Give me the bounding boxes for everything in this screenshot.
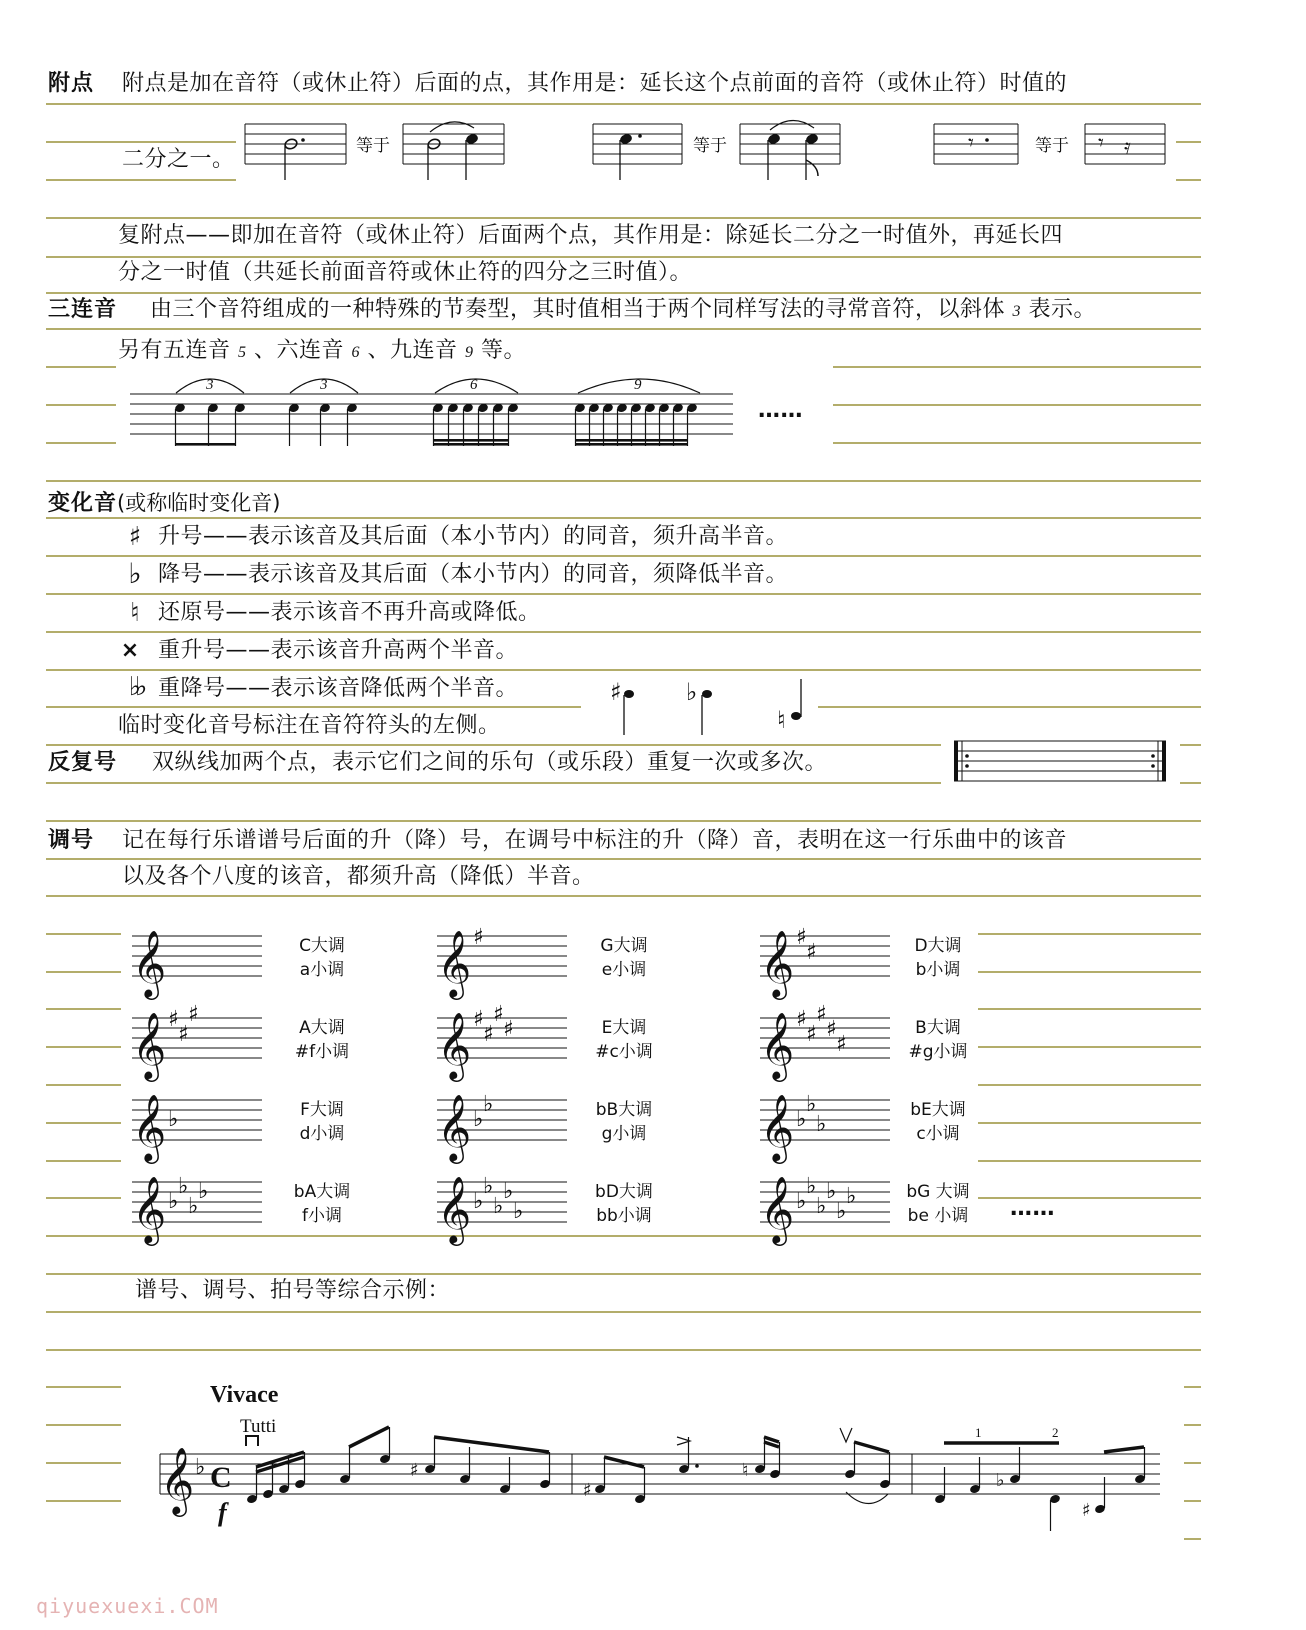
svg-text:𝄞: 𝄞 <box>760 1093 795 1161</box>
eighth-note <box>934 1467 946 1504</box>
double-dot-line2: 分之一时值（共延长前面音符或休止符的四分之三时值）。 <box>118 260 693 285</box>
svg-text:♭: ♭ <box>473 1189 484 1214</box>
key-signature-title: 调号 <box>48 828 95 853</box>
svg-text:♭: ♭ <box>816 1112 827 1137</box>
svg-text:♯: ♯ <box>188 1002 199 1027</box>
svg-text:𝄞: 𝄞 <box>132 1093 167 1161</box>
equals-label-1: 等于 <box>356 136 390 156</box>
accidental-text-double-flat: 重降号——表示该音降低两个半音。 <box>158 676 519 701</box>
key-ellipsis: …… <box>1010 1196 1055 1221</box>
accidental-text-sharp: 升号——表示该音及其后面（本小节内）的同音，须升高半音。 <box>158 524 789 549</box>
key-minor-label: b小调 <box>915 960 961 980</box>
svg-text:𝄿: 𝄿 <box>1124 135 1131 160</box>
svg-text:♭: ♭ <box>796 1107 807 1132</box>
eighth-note <box>879 1452 891 1489</box>
tuplet-label-3: 6 <box>470 377 478 393</box>
key-major-label: C大调 <box>299 936 345 956</box>
svg-text:♭: ♭ <box>796 1189 807 1214</box>
svg-text:♯: ♯ <box>503 1017 514 1042</box>
nonuplet-num: 9 <box>465 344 474 361</box>
svg-text:𝄾: 𝄾 <box>1098 131 1104 156</box>
svg-text:♭: ♭ <box>806 1174 817 1199</box>
eighth-note <box>1049 1494 1061 1531</box>
svg-text:𝄾: 𝄾 <box>968 131 974 156</box>
tuplet-ellipsis: …… <box>758 398 803 423</box>
svg-text:♯: ♯ <box>796 925 807 950</box>
watermark: qiyuexuexi.COM <box>36 1594 219 1618</box>
eighth-beam <box>349 1427 389 1447</box>
sharp-accidental: ♯ <box>1082 1500 1091 1521</box>
key-minor-label: #c小调 <box>595 1042 653 1062</box>
key-major-label: B大调 <box>915 1018 961 1038</box>
sharp-accidental: ♯ <box>583 1480 592 1501</box>
svg-text:♯: ♯ <box>796 1007 807 1032</box>
svg-text:♭: ♭ <box>806 1092 817 1117</box>
triplet-num-3: 3 <box>1012 303 1022 320</box>
triplet-desc: 由三个音符组成的一种特殊的节奏型，其时值相当于两个同样写法的寻常音符，以斜体 <box>150 297 1006 322</box>
key-major-label: E大调 <box>601 1018 647 1038</box>
key-major-label: D大调 <box>914 936 962 956</box>
eighth-note <box>1094 1477 1106 1514</box>
svg-text:♭: ♭ <box>826 1179 837 1204</box>
key-minor-label: be 小调 <box>907 1206 969 1226</box>
flat-icon: ♭ <box>128 557 142 590</box>
svg-text:♯: ♯ <box>493 1002 504 1027</box>
repeat-text: 双纵线加两个点，表示它们之间的乐句（或乐段）重复一次或多次。 <box>152 750 828 775</box>
key-major-label: bG 大调 <box>906 1182 970 1202</box>
tutti-label: Tutti <box>240 1416 277 1437</box>
eighth-note <box>844 1442 856 1479</box>
svg-text:♭: ♭ <box>513 1199 524 1224</box>
svg-text:♭: ♭ <box>503 1179 514 1204</box>
accidental-text-double-sharp: 重升号——表示该音升高两个半音。 <box>158 638 519 663</box>
double-sharp-icon: × <box>120 638 140 663</box>
svg-text:𝄞: 𝄞 <box>132 1011 167 1079</box>
triplet-desc-end: 表示。 <box>1028 297 1097 322</box>
double-dot-line1: 复附点——即加在音符（或休止符）后面两个点，其作用是：除延长二分之一时值外，再延长四 <box>118 223 1064 248</box>
eighth-note <box>424 1437 436 1474</box>
eighth-beam <box>854 1442 889 1452</box>
tuplet-label-2: 3 <box>320 377 328 393</box>
key-major-label: A大调 <box>299 1018 345 1038</box>
svg-text:♭: ♭ <box>686 678 698 706</box>
eighth-note <box>459 1447 471 1484</box>
nonuplet-label: 、九连音 <box>367 338 458 363</box>
tuplet-label-1: 3 <box>206 377 214 393</box>
key-major-label: bB大调 <box>595 1100 653 1120</box>
svg-text:𝄞: 𝄞 <box>132 929 167 997</box>
svg-text:♭: ♭ <box>198 1179 209 1204</box>
key-signature-text-line1: 记在每行乐谱谱号后面的升（降）号，在调号中标注的升（降）音，表明在这一行乐曲中的该音 <box>122 828 1068 853</box>
key-minor-label: #g小调 <box>908 1042 968 1062</box>
accidental-placement-note: 临时变化音号标注在音符符头的左侧。 <box>118 713 501 738</box>
key-minor-label: c小调 <box>916 1124 960 1144</box>
eighth-note <box>969 1457 981 1494</box>
key-minor-label: f小调 <box>302 1206 342 1226</box>
svg-text:♭: ♭ <box>816 1194 827 1219</box>
svg-text:♯: ♯ <box>610 678 622 706</box>
key-minor-label: bb小调 <box>596 1206 652 1226</box>
quintuplet-label: 另有五连音 <box>118 338 231 363</box>
eighth-note <box>594 1457 606 1494</box>
equals-label-3: 等于 <box>1035 136 1069 156</box>
svg-text:♯: ♯ <box>826 1017 837 1042</box>
key-minor-label: d小调 <box>299 1124 345 1144</box>
svg-text:♭: ♭ <box>168 1189 179 1214</box>
svg-text:♭: ♭ <box>836 1199 847 1224</box>
svg-text:𝄞: 𝄞 <box>760 929 795 997</box>
flat-accidental: ♭ <box>996 1470 1005 1491</box>
svg-text:♭: ♭ <box>846 1184 857 1209</box>
tuplet-label-4: 9 <box>634 377 642 393</box>
repeat-title: 反复号 <box>48 750 118 775</box>
sharp-icon: ♯ <box>128 522 142 552</box>
svg-text:𝄞: 𝄞 <box>760 1011 795 1079</box>
dot-text-line2: 二分之一。 <box>122 147 235 172</box>
svg-text:𝄞: 𝄞 <box>437 1093 472 1161</box>
svg-text:♯: ♯ <box>473 925 484 950</box>
sextuplet-num: 6 <box>351 344 361 361</box>
natural-accidental: ♮ <box>742 1460 749 1481</box>
svg-text:𝄞: 𝄞 <box>760 1175 795 1243</box>
equals-label-2: 等于 <box>693 136 727 156</box>
svg-text:♭: ♭ <box>168 1107 179 1132</box>
key-major-label: bA大调 <box>293 1182 351 1202</box>
svg-text:𝄞: 𝄞 <box>437 929 472 997</box>
svg-text:♭: ♭ <box>178 1174 189 1199</box>
svg-text:C: C <box>210 1461 232 1494</box>
key-minor-label: g小调 <box>601 1124 647 1144</box>
key-signature-text-line2: 以及各个八度的该音，都须升高（降低）半音。 <box>122 864 595 889</box>
svg-text:♯: ♯ <box>836 1032 847 1057</box>
svg-text:♭: ♭ <box>483 1174 494 1199</box>
svg-text:𝄞: 𝄞 <box>437 1011 472 1079</box>
svg-text:♯: ♯ <box>816 1002 827 1027</box>
svg-text:♯: ♯ <box>806 1022 817 1047</box>
key-major-label: G大调 <box>600 936 648 956</box>
key-major-label: bD大调 <box>595 1182 653 1202</box>
eighth-note <box>539 1452 551 1489</box>
eighth-beam <box>1104 1447 1144 1452</box>
eighth-beam <box>604 1457 644 1467</box>
eighth-note <box>499 1457 511 1494</box>
key-major-label: F大调 <box>300 1100 344 1120</box>
tempo-marking: Vivace <box>210 1382 279 1408</box>
dot-title: 附点 <box>48 71 95 96</box>
fingering-2: 2 <box>1052 1425 1059 1440</box>
svg-text:♭: ♭ <box>188 1194 199 1219</box>
sixteenth-note <box>769 1442 781 1479</box>
svg-text:♭: ♭ <box>483 1092 494 1117</box>
sharp-accidental: ♯ <box>410 1460 419 1481</box>
etc-label: 等。 <box>481 338 527 363</box>
accidental-text-natural: 还原号——表示该音不再升高或降低。 <box>158 600 541 625</box>
accidentals-title: 变化音 <box>48 491 118 516</box>
sextuplet-label: 、六连音 <box>254 338 345 363</box>
example-caption: 谱号、调号、拍号等综合示例： <box>135 1278 451 1303</box>
key-minor-label: a小调 <box>299 960 345 980</box>
key-major-label: bE大调 <box>910 1100 966 1120</box>
svg-text:♭: ♭ <box>473 1107 484 1132</box>
svg-text:♯: ♯ <box>178 1022 189 1047</box>
dynamic-forte: f <box>218 1498 227 1527</box>
key-minor-label: #f小调 <box>294 1042 350 1062</box>
svg-text:♯: ♯ <box>473 1007 484 1032</box>
accidentals-title-note: (或称临时变化音) <box>117 491 281 515</box>
svg-text:𝄞: 𝄞 <box>160 1446 195 1514</box>
fingering-1: 1 <box>975 1425 982 1440</box>
eighth-beam <box>434 1437 549 1452</box>
key-minor-label: e小调 <box>601 960 647 980</box>
dot <box>695 1464 699 1468</box>
dot-text-line1: 附点是加在音符（或休止符）后面的点，其作用是：延长这个点前面的音符（或休止符）时值的 <box>122 71 1068 96</box>
svg-text:♭: ♭ <box>493 1194 504 1219</box>
double-flat-icon: ♭♭ <box>128 672 142 702</box>
svg-text:♭: ♭ <box>195 1455 206 1480</box>
svg-text:𝄞: 𝄞 <box>437 1175 472 1243</box>
eighth-note <box>634 1467 646 1504</box>
svg-text:♯: ♯ <box>806 940 817 965</box>
eighth-note <box>1009 1447 1021 1484</box>
accidental-text-flat: 降号——表示该音及其后面（本小节内）的同音，须降低半音。 <box>158 562 789 587</box>
triplet-title: 三连音 <box>48 297 118 322</box>
svg-text:♮: ♮ <box>777 706 786 734</box>
eighth-note <box>339 1447 351 1484</box>
natural-icon: ♮ <box>130 598 140 628</box>
quintuplet-num: 5 <box>238 344 247 361</box>
svg-text:♯: ♯ <box>168 1007 179 1032</box>
eighth-note <box>1134 1447 1146 1484</box>
svg-text:𝄞: 𝄞 <box>132 1175 167 1243</box>
svg-text:♯: ♯ <box>483 1022 494 1047</box>
